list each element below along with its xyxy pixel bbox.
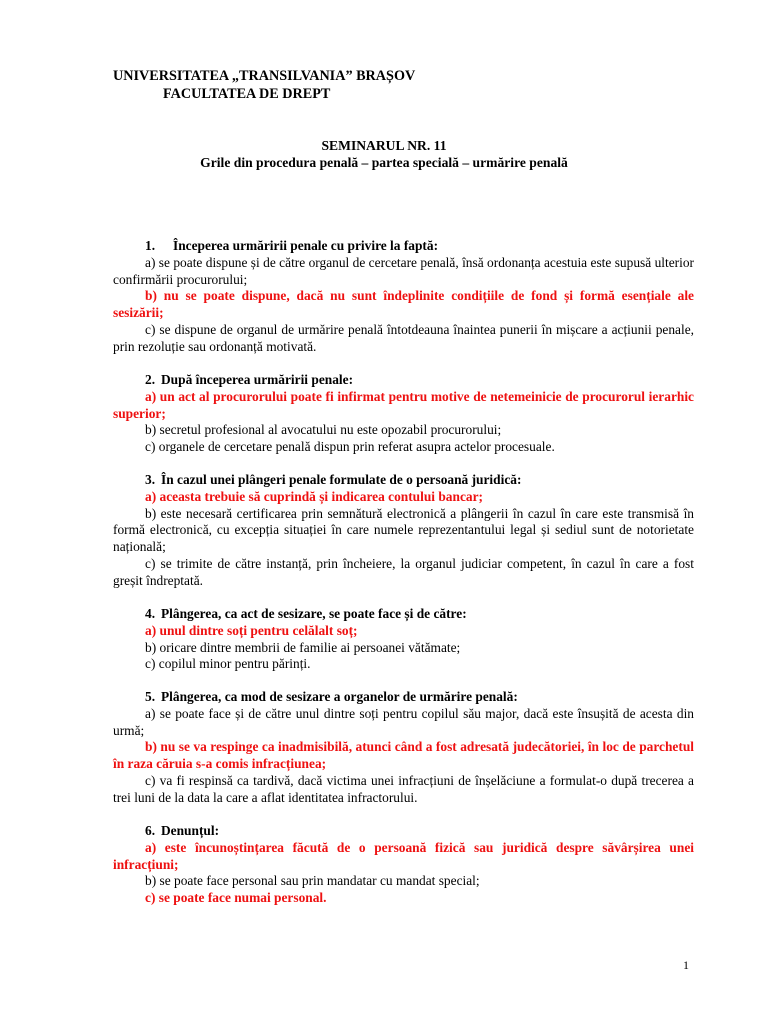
question-heading	[113, 606, 694, 623]
question-2	[113, 372, 694, 456]
question-number: 5.	[145, 689, 156, 704]
question-number: 2.	[145, 372, 156, 387]
option-b: b) oricare dintre membrii de familie ai persoanei vătămate;	[145, 639, 461, 655]
question-text: Denunțul:	[161, 823, 220, 838]
question-heading	[113, 372, 694, 389]
question-number: 6.	[145, 823, 156, 838]
question-5	[113, 689, 694, 807]
faculty-name: FACULTATEA DE DREPT	[163, 86, 331, 102]
question-3	[113, 472, 694, 590]
option-c: c) se dispune de organul de urmărire penală întotdeauna înaintea punerii în mișcare a acțiunii penale, prin rezoluție sau ordonanță motivată.	[113, 321, 694, 354]
question-heading	[113, 472, 694, 489]
question-text: Plângerea, ca mod de sesizare a organelor de urmărire penală:	[161, 689, 518, 704]
option-a: a) se poate dispune și de către organul de cercetare penală, însă ordonanța acestuia este supusă ulterior confirmării procurorului;	[113, 254, 694, 287]
page-number: 1	[683, 958, 689, 972]
question-heading	[113, 238, 694, 255]
option-a: a) se poate face și de către unul dintre soți pentru copilul său major, dacă este însușită de acesta din urmă;	[113, 705, 694, 738]
option-c: c) organele de cercetare penală dispun prin referat asupra actelor procesuale.	[145, 439, 555, 455]
option-b: b) este necesară certificarea prin semnătură electronică a plângerii în cazul în care este transmisă în formă electronică, cu excepția situației în care numele reprezentantului legal și sediul sunt de notorietate națională;	[113, 505, 694, 555]
question-heading	[113, 823, 694, 840]
question-text: În cazul unei plângeri penale formulate de o persoană juridică:	[161, 472, 522, 487]
option-a-correct: a) aceasta trebuie să cuprindă și indicarea contului bancar;	[145, 488, 483, 504]
question-4	[113, 606, 694, 673]
option-c: c) va fi respinsă ca tardivă, dacă victima unei infracțiuni de înșelăciune a formulat-o după trecerea a trei luni de la data la care a aflat identitatea infractorului.	[113, 772, 694, 805]
question-text: Plângerea, ca act de sesizare, se poate face și de către:	[161, 606, 467, 621]
question-number: 1.	[145, 238, 156, 253]
option-b: b) secretul profesional al avocatului nu este opozabil procurorului;	[145, 422, 502, 438]
question-1	[113, 238, 694, 356]
seminar-subtitle: Grile din procedura penală – partea specială – urmărire penală	[200, 155, 568, 170]
question-number: 3.	[145, 472, 156, 487]
question-text: Începerea urmăririi penale cu privire la faptă:	[173, 238, 439, 253]
option-a-correct: a) un act al procurorului poate fi infirmat pentru motive de netemeinicie de procurorul ierarhic superior;	[113, 388, 694, 421]
option-b-correct: b) nu se poate dispune, dacă nu sunt îndeplinite condițiile de fond și formă esențiale ale sesizării;	[113, 288, 694, 321]
seminar-title: SEMINARUL NR. 11	[321, 138, 447, 153]
university-name: UNIVERSITATEA „TRANSILVANIA” BRAȘOV	[113, 68, 416, 84]
option-a-correct: a) unul dintre soți pentru celălalt soț;	[145, 622, 358, 638]
option-c: c) copilul minor pentru părinți.	[145, 656, 311, 672]
question-number: 4.	[145, 606, 156, 621]
option-c: c) se trimite de către instanță, prin încheiere, la organul judiciar competent, în cazul în care a fost greșit îndreptată.	[113, 555, 694, 588]
question-text: După începerea urmăririi penale:	[161, 372, 354, 387]
option-b-correct: b) nu se va respinge ca inadmisibilă, atunci când a fost adresată judecătoriei, în loc de parchetul în raza căruia s-a comis infracțiunea;	[113, 739, 694, 772]
question-6	[113, 823, 694, 907]
option-a-correct: a) este încunoștințarea făcută de o persoană fizică sau juridică despre săvârșirea unei infracțiuni;	[113, 839, 694, 872]
option-c-correct: c) se poate face numai personal.	[145, 890, 327, 906]
question-heading	[113, 689, 694, 706]
option-b: b) se poate face personal sau prin mandatar cu mandat special;	[145, 873, 480, 889]
